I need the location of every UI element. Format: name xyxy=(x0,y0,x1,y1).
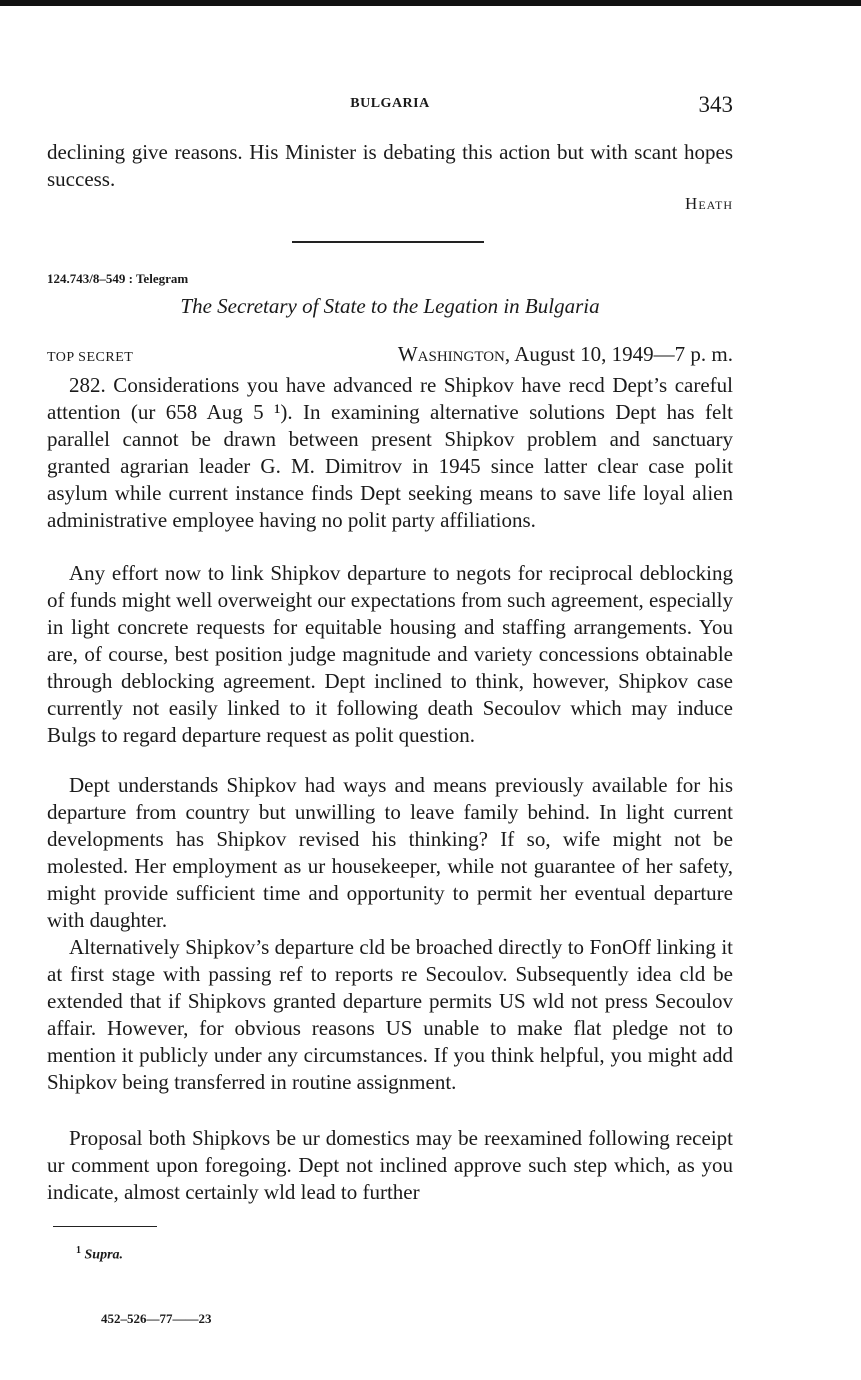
classification-label: TOP SECRET xyxy=(47,350,134,365)
footnote xyxy=(76,1245,123,1264)
paragraph-3: Dept understands Shipkov had ways and means previously available for his departure from country but unwilling to leave family behind. In light current developments has Shipkov revised his thinking? If so, wife might not be molested. Her employment as ur housekeeper, while not guarantee of her safety, might provide sufficient time and opportunity to permit her eventual departure with daughter. xyxy=(47,773,733,932)
signature: Heath xyxy=(685,194,733,213)
paragraph-5: Proposal both Shipkovs be ur domestics may be reexamined following receipt ur comment upon foregoing. Dept not inclined approve such step which, as you indicate, almost certainly wld lead to further xyxy=(47,1126,733,1204)
document-title: The Secretary of State to the Legation in Bulgaria xyxy=(180,294,600,318)
dateline-date: , August 10, 1949—7 p. m. xyxy=(504,342,733,366)
footnote-marker: 1 xyxy=(76,1245,81,1256)
dateline-place: Washington xyxy=(397,342,505,366)
footnote-rule xyxy=(53,1226,157,1227)
page-number: 343 xyxy=(698,92,733,117)
page-header xyxy=(47,92,733,122)
printer-code: 452–526—77——23 xyxy=(101,1311,212,1326)
paragraph-1: 282. Considerations you have advanced re Shipkov have recd Dept’s careful attention (ur 658 Aug 5 ¹). In examining alternative solutions Dept has felt parallel cannot be drawn between present Shipkov problem and sanctuary granted agrarian leader G. M. Dimitrov in 1945 since latter clear case polit asylum while current instance finds Dept seeking means to save life loyal alien administrative employee having no polit party affiliations. xyxy=(47,373,733,532)
section-divider xyxy=(292,241,484,243)
continuation-paragraph: declining give reasons. His Minister is debating this action but with scant hopes success. xyxy=(47,140,733,191)
file-reference: 124.743/8–549 : Telegram xyxy=(47,271,189,286)
top-border-rule xyxy=(0,0,861,6)
paragraph-2: Any effort now to link Shipkov departure to negots for reciprocal deblocking of funds might well overweight our expectations from such agreement, especially in light concrete requests for equitable housing and staffing arrangements. You are, of course, best position judge magnitude and variety concessions obtainable through deblocking agreement. Dept inclined to think, however, Shipkov case currently not easily linked to it following death Secoulov which may induce Bulgs to regard departure request as polit question. xyxy=(47,561,733,747)
footnote-text: Supra. xyxy=(84,1247,124,1263)
paragraph-4: Alternatively Shipkov’s departure cld be broached directly to FonOff linking it at first stage with passing ref to reports re Secoulov. Subsequently idea cld be extended that if Shipkovs granted departure permits US wld not press Secoulov affair. However, for obvious reasons US unable to make flat pledge not to mention it publicly under any circumstances. If you think helpful, you might add Shipkov being transferred in routine assignment. xyxy=(47,935,733,1094)
running-head: BULGARIA xyxy=(350,96,430,111)
dateline xyxy=(398,342,733,367)
